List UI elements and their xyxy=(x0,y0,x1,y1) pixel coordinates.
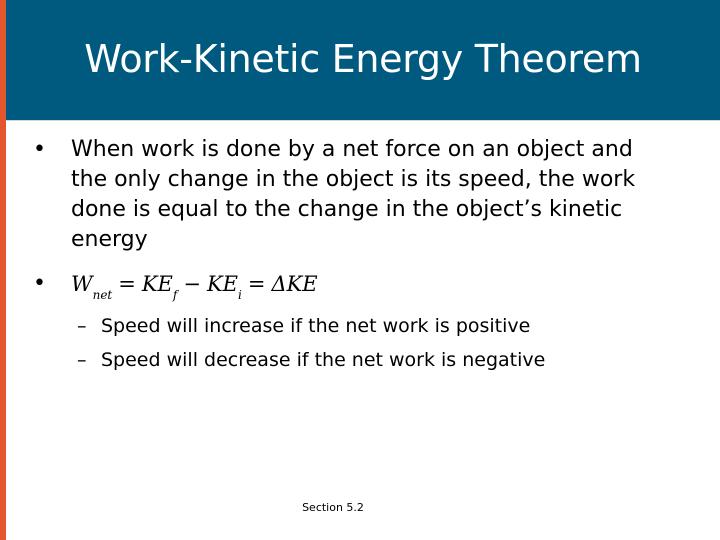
formula-w: W xyxy=(71,272,93,296)
formula-ke-initial: KE xyxy=(206,272,238,296)
formula-minus: − xyxy=(183,272,201,296)
bullet-marker: • xyxy=(33,271,46,296)
formula-sub-f: f xyxy=(172,288,178,302)
formula-sub-net: net xyxy=(92,288,113,302)
sub-bullet-text: Speed will increase if the net work is positive xyxy=(101,315,531,337)
bullet-text: When work is done by a net force on an object and the only change in the object is its speed, the work done is equal to the change in the object’s kinetic energy xyxy=(71,137,636,252)
bullet-marker: • xyxy=(33,137,46,162)
formula-ke-final: KE xyxy=(141,272,173,296)
sub-bullet-marker: – xyxy=(77,349,87,371)
formula-sub-i: i xyxy=(237,288,242,302)
formula-equals: = xyxy=(118,272,136,296)
slide-title: Work-Kinetic Energy Theorem xyxy=(84,37,642,81)
section-footer: Section 5.2 xyxy=(302,501,364,514)
work-energy-formula xyxy=(71,269,471,303)
sub-bullet-marker: – xyxy=(77,315,87,337)
title-divider xyxy=(6,120,720,121)
sub-bullet-text: Speed will decrease if the net work is negative xyxy=(101,349,546,371)
formula-equals-2: = xyxy=(247,272,266,296)
formula-delta-ke: ΔKE xyxy=(271,272,318,296)
